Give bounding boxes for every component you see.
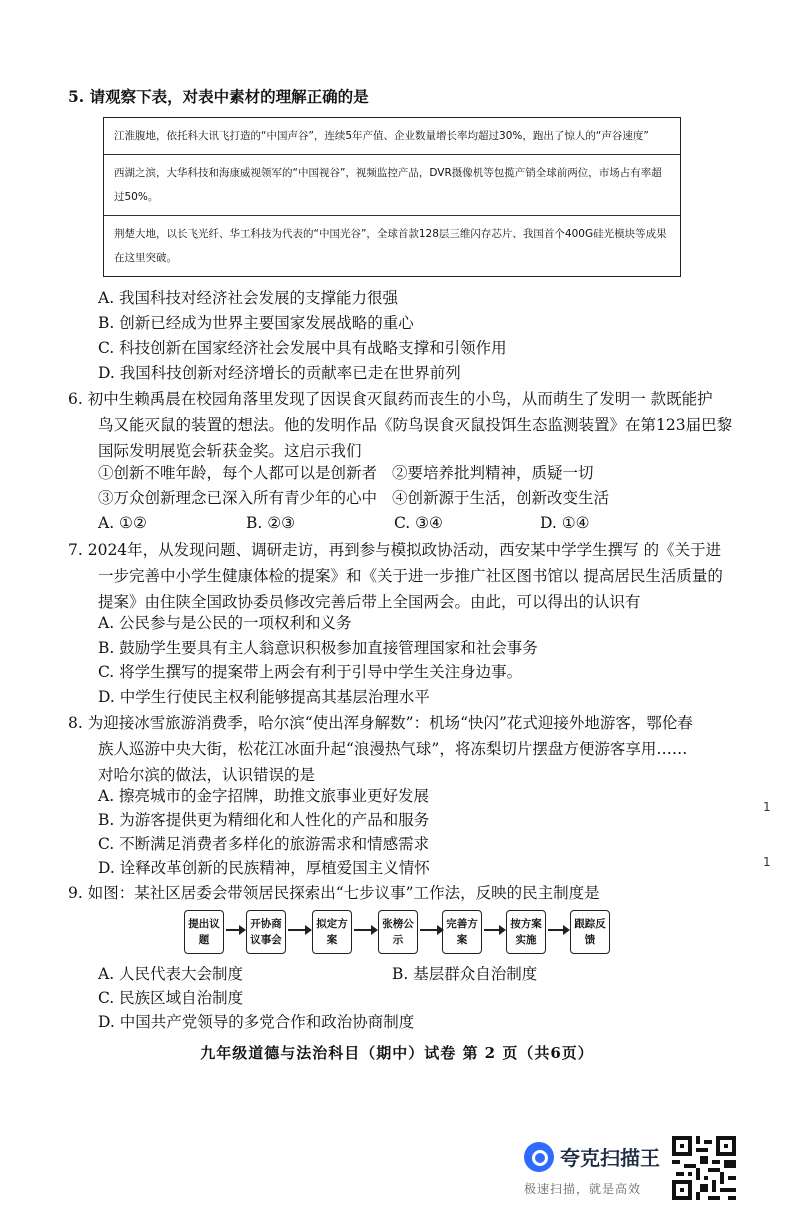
q6-option-b: B. ②③	[246, 514, 296, 532]
q8-line-3: 对哈尔滨的做法，认识错误的是	[98, 766, 316, 784]
flow-arrow-icon	[226, 929, 240, 931]
q6-option-c: C. ③④	[394, 514, 443, 532]
q5-table-row-1: 江淮腹地，依托科大讯飞打造的“中国声谷”，连续5年产值、企业数量增长率均超过30%，跑出了惊人的“声谷速度”	[104, 118, 680, 155]
q5-option-b: B. 创新已经成为世界主要国家发展战略的重心	[98, 314, 414, 332]
q5-table-row-2: 西湖之滨，大华科技和海康威视领军的“中国视谷”，视频监控产品，DVR摄像机等包揽产销全球前两位，市场占有率超过50%。	[104, 155, 680, 216]
q9-option-b: B. 基层群众自治制度	[392, 965, 538, 983]
flow-arrow-icon	[548, 929, 564, 931]
q7-stem	[68, 537, 728, 615]
q9-option-a: A. 人民代表大会制度	[98, 965, 244, 983]
q6-line-2: 鸟又能灭鼠的装置的想法。他的发明作品《防鸟误食灭鼠投饵生态监测装置》在第123届巴黎	[98, 416, 733, 434]
flow-arrow-icon	[354, 929, 372, 931]
q7-line-3: 提案》由住陕全国政协委员修改完善后带上全国两会。由此，可以得出的认识有	[98, 593, 641, 611]
q7-option-b: B. 鼓励学生要具有主人翁意识积极参加直接管理国家和社会事务	[98, 639, 538, 657]
q5-option-d: D. 我国科技创新对经济增长的贡献率已走在世界前列	[98, 364, 461, 382]
q7-line-2: 一步完善中小学生健康体检的提案》和《关于进一步推广社区图书馆以 提高居民生活质量的	[98, 567, 723, 585]
q5-table-row-3: 荆楚大地，以长飞光纤、华工科技为代表的“中国光谷”，全球首款128层三维闪存芯片、我国首个400G硅光模块等成果在这里突破。	[114, 228, 667, 264]
q8-option-a: A. 擦亮城市的金字招牌，助推文旅事业更好发展	[98, 787, 430, 805]
margin-mark: 1	[763, 855, 771, 869]
q6-line-1: 6. 初中生赖禹晨在校园角落里发现了因误食灭鼠药而丧生的小鸟，从而萌生了发明一 款既能护	[68, 390, 713, 408]
q6-item-3: ③万众创新理念已深入所有青少年的心中	[98, 489, 378, 507]
q6-item-2: ②要培养批判精神，质疑一切	[392, 464, 594, 482]
page-footer: 九年级道德与法治科目（期中）试卷 第 2 页（共6页）	[200, 1044, 594, 1062]
q8-option-c: C. 不断满足消费者多样化的旅游需求和情感需求	[98, 835, 430, 853]
qr-code-icon	[672, 1136, 736, 1200]
q5-option-a: A. 我国科技对经济社会发展的支撑能力很强	[98, 289, 399, 307]
q7-option-d: D. 中学生行使民主权利能够提高其基层治理水平	[98, 688, 430, 706]
q9-option-c: C. 民族区域自治制度	[98, 989, 244, 1007]
q5-material-table	[103, 117, 681, 277]
scanner-watermark	[524, 1140, 664, 1200]
flow-step-2: 开协商议事会	[246, 910, 286, 954]
scanner-name: 夸克扫描王	[560, 1146, 660, 1170]
flow-step-1: 提出议题	[184, 910, 224, 954]
q5-title	[68, 84, 728, 110]
q5-title-text: 5. 请观察下表，对表中素材的理解正确的是	[68, 87, 369, 106]
flow-arrow-icon	[288, 929, 306, 931]
q6-option-a: A. ①②	[98, 514, 147, 532]
q6-line-3: 国际发明展览会斩获金奖。这启示我们	[98, 442, 362, 460]
q8-line-1: 8. 为迎接冰雪旅游消费季，哈尔滨“使出浑身解数”：机场“快闪”花式迎接外地游客，鄂伦春	[68, 714, 693, 732]
q5-option-c: C. 科技创新在国家经济社会发展中具有战略支撑和引领作用	[98, 339, 507, 357]
q7-option-a: A. 公民参与是公民的一项权利和义务	[98, 614, 352, 632]
flow-step-7: 跟踪反馈	[570, 910, 610, 954]
q8-option-b: B. 为游客提供更为精细化和人性化的产品和服务	[98, 811, 430, 829]
q6-item-1: ①创新不唯年龄，每个人都可以是创新者	[98, 464, 378, 482]
margin-mark: 1	[763, 800, 771, 814]
q6-option-d: D. ①④	[540, 514, 590, 532]
q8-line-2: 族人巡游中央大街，松花江冰面升起“浪漫热气球”，将冻梨切片摆盘方便游客享用……	[98, 740, 688, 758]
q9-title-text: 9. 如图：某社区居委会带领居民探索出“七步议事”工作法，反映的民主制度是	[68, 884, 600, 902]
flow-step-5: 完善方案	[442, 910, 482, 954]
q9-stem	[68, 880, 728, 906]
flow-step-6: 按方案实施	[506, 910, 546, 954]
flow-arrow-icon	[420, 929, 438, 931]
scanner-slogan: 极速扫描，就是高效	[524, 1182, 642, 1196]
flow-arrow-icon	[484, 929, 500, 931]
scanner-logo-icon	[524, 1142, 554, 1172]
q9-option-d: D. 中国共产党领导的多党合作和政治协商制度	[98, 1013, 415, 1031]
q7-option-c: C. 将学生撰写的提案带上两会有利于引导中学生关注身边事。	[98, 663, 523, 681]
flow-step-4: 张榜公示	[378, 910, 418, 954]
q6-stem	[68, 386, 733, 464]
q8-option-d: D. 诠释改革创新的民族精神，厚植爱国主义情怀	[98, 859, 430, 877]
q6-item-4: ④创新源于生活，创新改变生活	[392, 489, 610, 507]
q7-line-1: 7. 2024年，从发现问题、调研走访，再到参与模拟政协活动，西安某中学学生撰写 的《关于进	[68, 541, 722, 559]
q8-stem	[68, 710, 728, 788]
flow-step-3: 拟定方案	[312, 910, 352, 954]
